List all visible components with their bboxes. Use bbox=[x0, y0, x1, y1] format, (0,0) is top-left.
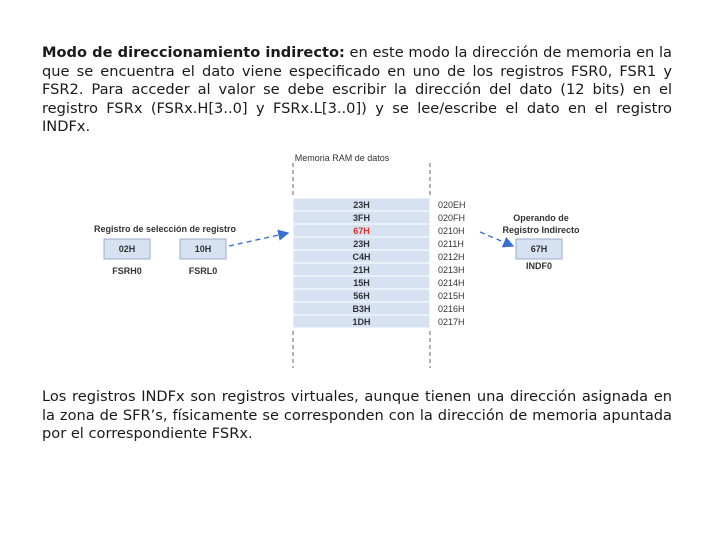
ram-cell-value: C4H bbox=[352, 252, 371, 262]
ram-cell-value: 21H bbox=[353, 265, 370, 275]
ram-cell-address: 020EH bbox=[438, 200, 466, 210]
ram-cell-address: 0210H bbox=[438, 226, 465, 236]
ram-cell-value: 56H bbox=[353, 291, 370, 301]
selection-register-title: Registro de selección de registro bbox=[93, 224, 237, 234]
ram-cell-address: 0215H bbox=[438, 291, 465, 301]
fsrh-name: FSRH0 bbox=[112, 266, 142, 276]
paragraph-body: en este modo la dirección de memoria en la que se encuentra el dato viene especificado en uno de los registros FSR0, FSR1 y FSR2. Para acceder al valor se debe escribir la dirección del dato (12 bits) en el registro FSRx (FSRx.H[3..0] y FSRx.L[3..0]) y se lee/escribe el dato en el registro INDFx. bbox=[42, 44, 672, 135]
ram-cell-value: B3H bbox=[352, 304, 371, 314]
ram-cell-address: 0214H bbox=[438, 278, 465, 288]
ram-cell-address: 020FH bbox=[438, 213, 466, 223]
ram-cell-address: 0213H bbox=[438, 265, 465, 275]
ram-cell-value: 3FH bbox=[352, 213, 371, 223]
ram-cell-address: 0212H bbox=[438, 252, 465, 262]
indf-name: INDF0 bbox=[525, 261, 553, 271]
ram-title: Memoria RAM de datos bbox=[294, 153, 390, 163]
indf-value: 67H bbox=[530, 244, 548, 254]
ram-cell-value: 23H bbox=[353, 200, 370, 210]
fsrl-value: 10H bbox=[194, 244, 212, 254]
ram-cell-address: 0217H bbox=[438, 317, 465, 327]
ram-cell-address: 0216H bbox=[438, 304, 465, 314]
paragraph-bold-lead: Modo de direccionamiento indirecto: bbox=[42, 44, 345, 61]
ram-cell-value: 67H bbox=[353, 226, 370, 236]
operand-title-line1: Operando de bbox=[513, 213, 569, 223]
ram-cell-value: 23H bbox=[353, 239, 370, 249]
ram-cell-value: 1DH bbox=[352, 317, 371, 327]
ram-cell-address: 0211H bbox=[438, 239, 464, 249]
ram-cell-value: 15H bbox=[353, 278, 370, 288]
fsrh-value: 02H bbox=[118, 244, 136, 254]
pointer-arrow bbox=[229, 233, 288, 246]
operand-title-line2: Registro Indirecto bbox=[502, 225, 580, 235]
fsrl-name: FSRL0 bbox=[188, 266, 218, 276]
paragraph-indf-registers: Los registros INDFx son registros virtuales, aunque tienen una dirección asignada en la zona de SFR’s, físicamente se corresponden con la dirección de memoria apuntada por el correspondiente FSRx. bbox=[42, 388, 672, 442]
ram-cells bbox=[293, 198, 466, 328]
